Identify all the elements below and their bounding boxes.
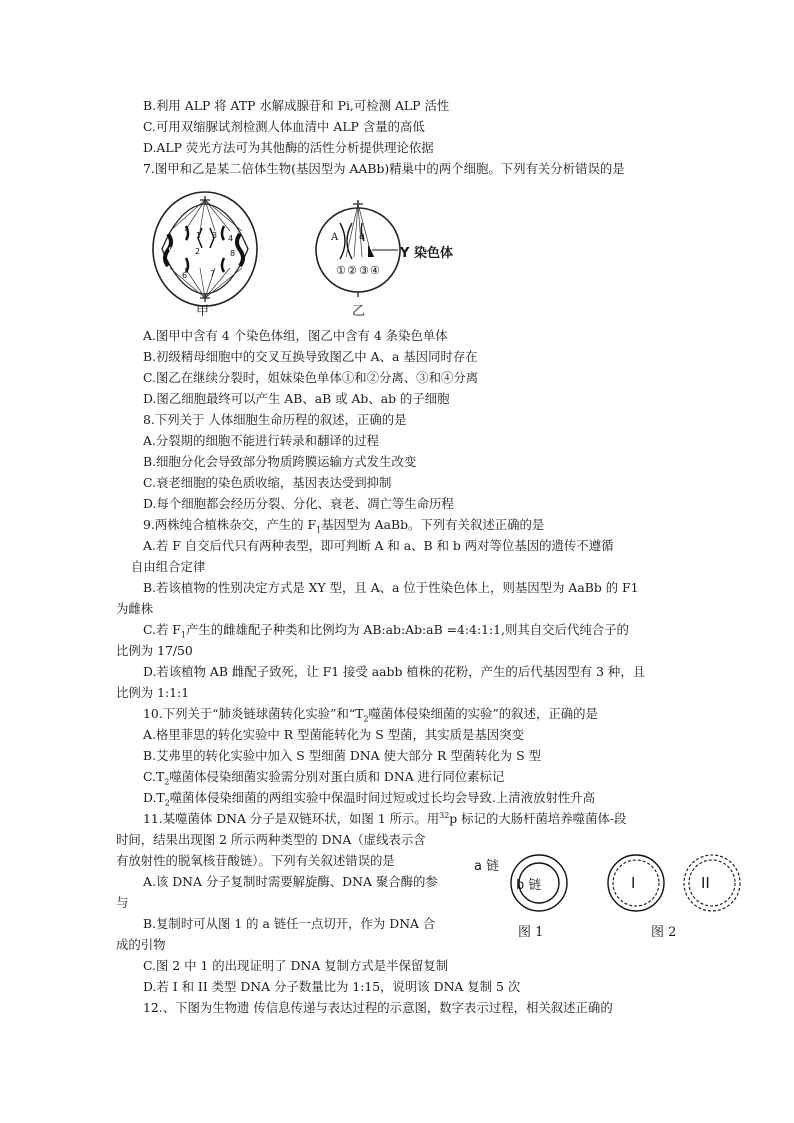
q11-option-b-line1: B.复制时可从图 1 的 a 链任一点切开，作为 DNA 合 [143,916,436,931]
gene-A-label: A [331,232,339,243]
chromatid-2: ② [347,264,357,277]
fig1-b-strand-label: b 链 [516,878,542,893]
chromatid-4: ④ [370,264,380,277]
q10-option-c: $C.T_2$噬菌体侵染细菌实验需分别对蛋白质和 DNA 进行同位素标记 [143,769,505,787]
q9-option-c-line2: 比例为 17/50 [116,643,193,658]
jia-num-6: 6 [182,271,188,280]
fig2-type-II-label: II [701,874,710,892]
jia-num-5: 5 [168,247,174,257]
figure-2-dna-type-II [681,852,743,914]
q6-option-d: D.ALP 荧光方法可为其他酶的活性分析提供理论依据 [143,140,434,155]
q8-stem: 8.下列关于 人体细胞生命历程的叙述，正确的是 [143,412,407,427]
q11-stem-line3: 有放射性的脱氧核苷酸链）。下列有关叙述错误的是 [116,853,395,868]
jia-num-2: 2 [195,247,201,256]
q7-option-b: B.初级精母细胞中的交叉互换导致图乙中 A、a 基因同时存在 [143,349,478,364]
q11-option-d: D.若 I 和 II 类型 DNA 分子数量比为 1:15，说明该 DNA 复制 5 次 [143,979,521,994]
y-chromosome-label: Y 染色体 [400,246,453,261]
figure-yi-label: 乙 [352,304,366,319]
q10-stem: 10.下列关于“肺炎链球菌转化实验”和“$T_2$噬菌体侵染细菌的实验”的叙述，正确的是 [143,706,598,724]
q9-option-d-line2: 比例为 1:1:1 [116,685,190,700]
figure-2-dna-type-I [605,852,667,914]
q9-option-c-line1: C.若 $F_1$产生的雌雄配子种类和比例均为 AB:ab:Ab:aB =4:4:1:1,则其自交后代纯合子的 [143,622,629,640]
q10-option-a: A.格里菲思的转化实验中 R 型菌能转化为 S 型菌，其实质是基因突变 [143,727,525,742]
q9-option-b-line1: B.若该植物的性别决定方式是 XY 型，且 A、a 位于性染色体上，则基因型为 AaBb 的 F1 [143,580,639,595]
q8-option-b: B.细胞分化会导致部分物质跨膜运输方式发生改变 [143,454,417,469]
q8-option-d: D.每个细胞都会经历分裂、分化、衰老、凋亡等生命历程 [143,496,454,511]
q11-stem-line2: 时间，结果出现图 2 所示两种类型的 DNA（虚线表示含 [116,832,426,847]
gene-a-label: a [359,231,365,242]
q11-option-c: C.图 2 中 1 的出现证明了 DNA 复制方式是半保留复制 [143,958,449,973]
q9-option-a-line2: 自由组合定律 [131,559,206,574]
jia-num-3: 3 [212,231,218,240]
q7-option-c: C.图乙在继续分裂时，姐妹染色单体①和②分离、③和④分离 [143,370,479,385]
fig1-a-strand-label: a 链 [474,859,500,874]
q11-option-a-line1: A.该 DNA 分子复制时需要解旋酶、DNA 聚合酶的参 [143,874,438,889]
q6-option-b: B.利用 ALP 将 ATP 水解成腺苷和 Pi,可检测 ALP 活性 [143,98,450,113]
q12-stem: 12.、下图为生物遗 传信息传递与表达过程的示意图，数字表示过程，相关叙述正确的 [143,1000,613,1015]
figure-1-caption: 图 1 [518,925,544,940]
q11-stem: 11.某噬菌体 DNA 分子是双链环状，如图 1 所示。用$^{32}$p 标记的大肠杆菌培养噬菌体-段 [143,810,627,826]
q7-option-a: A.图甲中含有 4 个染色体组，图乙中含有 4 条染色单体 [143,328,448,343]
fig2-type-I-label: I [631,874,636,892]
q9-option-d-line1: D.若该植物 AB 雌配子致死，让 F1 接受 aabb 植株的花粉，产生的后代基因型有 3 种，且 [143,664,646,679]
q8-option-c: C.衰老细胞的染色质收缩，基因表达受到抑制 [143,475,392,490]
q8-option-a: A.分裂期的细胞不能进行转录和翻译的过程 [143,433,379,448]
q9-stem: 9.两株纯合植株杂交，产生的 $F_1$基因型为 AaBb。下列有关叙述正确的是 [143,517,545,535]
q9-option-a-line1: A.若 F 自交后代只有两种表型，即可判断 A 和 a、B 和 b 两对等位基因的遗传不遵循 [143,538,614,553]
chromatid-3: ③ [359,264,369,277]
jia-num-8: 8 [230,249,236,258]
jia-num-1: 1 [196,231,202,240]
q10-option-b: B.艾弗里的转化实验中加入 S 型细菌 DNA 使大部分 R 型菌转化为 S 型 [143,748,541,763]
q7-stem: 7.图甲和乙是某二倍体生物(基因型为 AABb)精巢中的两个细胞。下列有关分析错误的是 [143,161,625,176]
chromatid-1: ① [336,264,346,277]
figure-jia-label: 甲 [196,304,210,319]
q11-option-b-line2: 成的引物 [116,937,166,952]
q6-option-c: C.可用双缩脲试剂检测人体血清中 ALP 含量的高低 [143,119,425,134]
q11-option-a-line2: 与 [116,895,129,910]
jia-num-7: 7 [210,269,216,278]
jia-num-4: 4 [228,234,234,243]
q10-option-d: $D.T_2$噬菌体侵染细菌的两组实验中保温时间过短或过长均会导致.上清液放射性升高 [143,790,596,808]
q7-option-d: D.图乙细胞最终可以产生 AB、aB 或 Ab、ab 的子细胞 [143,391,450,406]
figure-2-caption: 图 2 [651,925,677,940]
q9-option-b-line2: 为雌株 [116,601,154,616]
